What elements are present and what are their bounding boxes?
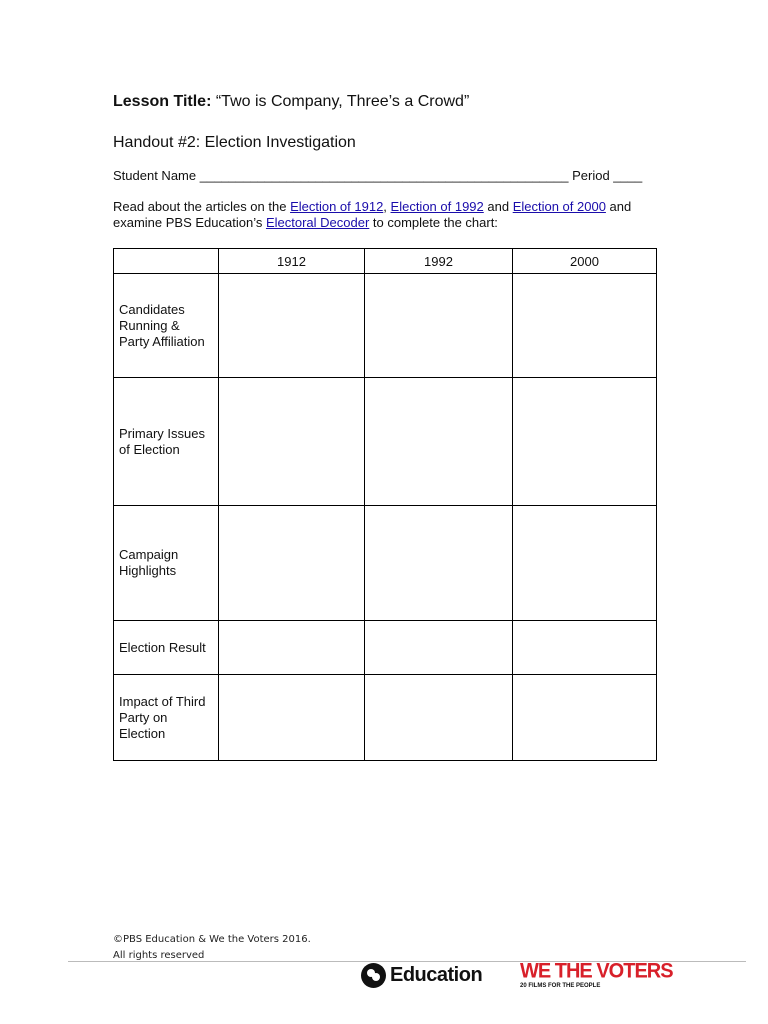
we-the-voters-wordmark: WE THE VOTERS (520, 959, 673, 983)
student-info-line (113, 168, 642, 183)
row-label: Primary Issues of Election (114, 378, 219, 506)
table-row (114, 621, 657, 675)
instructions-text: to complete the chart: (369, 215, 498, 230)
table-cell[interactable] (219, 621, 365, 675)
table-cell[interactable] (513, 621, 657, 675)
table-row (114, 675, 657, 761)
table-cell[interactable] (365, 506, 513, 621)
table-cell[interactable] (219, 274, 365, 378)
table-header-row (114, 249, 657, 274)
period-label: Period (572, 168, 610, 183)
we-the-voters-tagline: 20 FILMS FOR THE PEOPLE (520, 983, 601, 989)
period-blank[interactable]: ____ (613, 168, 643, 183)
student-name-blank[interactable]: ___________________________________________________ (199, 168, 569, 183)
table-cell[interactable] (365, 675, 513, 761)
table-cell[interactable] (513, 506, 657, 621)
lesson-title-label: Lesson Title: (113, 93, 212, 110)
pbs-head-icon (361, 963, 386, 988)
link-election-2000[interactable]: Election of 2000 (512, 199, 606, 214)
handout-title: Handout #2: Election Investigation (113, 134, 356, 151)
table-cell[interactable] (513, 675, 657, 761)
lesson-title-text: “Two is Company, Three’s a Crowd” (215, 93, 470, 110)
footer-copyright (113, 932, 311, 964)
election-chart-table (113, 248, 657, 761)
table-cell[interactable] (365, 621, 513, 675)
link-election-1992[interactable]: Election of 1992 (390, 199, 484, 214)
table-row (114, 378, 657, 506)
row-label: Candidates Running & Party Affiliation (114, 274, 219, 378)
table-cell[interactable] (365, 274, 513, 378)
table-cell[interactable] (513, 274, 657, 378)
table-cell[interactable] (219, 506, 365, 621)
row-label: Campaign Highlights (114, 506, 219, 621)
student-name-label: Student Name (113, 168, 197, 183)
column-header-1912: 1912 (219, 249, 365, 274)
copyright-line-1: ©PBS Education & We the Voters 2016. (113, 934, 311, 945)
link-election-1912[interactable]: Election of 1912 (290, 199, 384, 214)
pbs-education-logo (361, 960, 482, 990)
lesson-title (113, 93, 469, 111)
we-the-voters-logo (520, 959, 673, 990)
table-row (114, 274, 657, 378)
instructions (113, 199, 673, 231)
column-header-2000: 2000 (513, 249, 657, 274)
table-row (114, 506, 657, 621)
column-header (114, 249, 219, 274)
instructions-text: and (483, 199, 513, 214)
instructions-text: Read about the articles on the (113, 199, 291, 214)
instructions-text: and examine PBS Education’s (113, 199, 632, 230)
row-label: Election Result (114, 621, 219, 675)
column-header-1992: 1992 (365, 249, 513, 274)
link-electoral-decoder[interactable]: Electoral Decoder (265, 215, 370, 230)
table-cell[interactable] (513, 378, 657, 506)
table-cell[interactable] (219, 675, 365, 761)
table-cell[interactable] (219, 378, 365, 506)
row-label: Impact of Third Party on Election (114, 675, 219, 761)
copyright-line-2: All rights reserved (113, 950, 205, 961)
pbs-education-wordmark: Education (390, 963, 483, 986)
table-cell[interactable] (365, 378, 513, 506)
instructions-separator: , (383, 199, 391, 214)
